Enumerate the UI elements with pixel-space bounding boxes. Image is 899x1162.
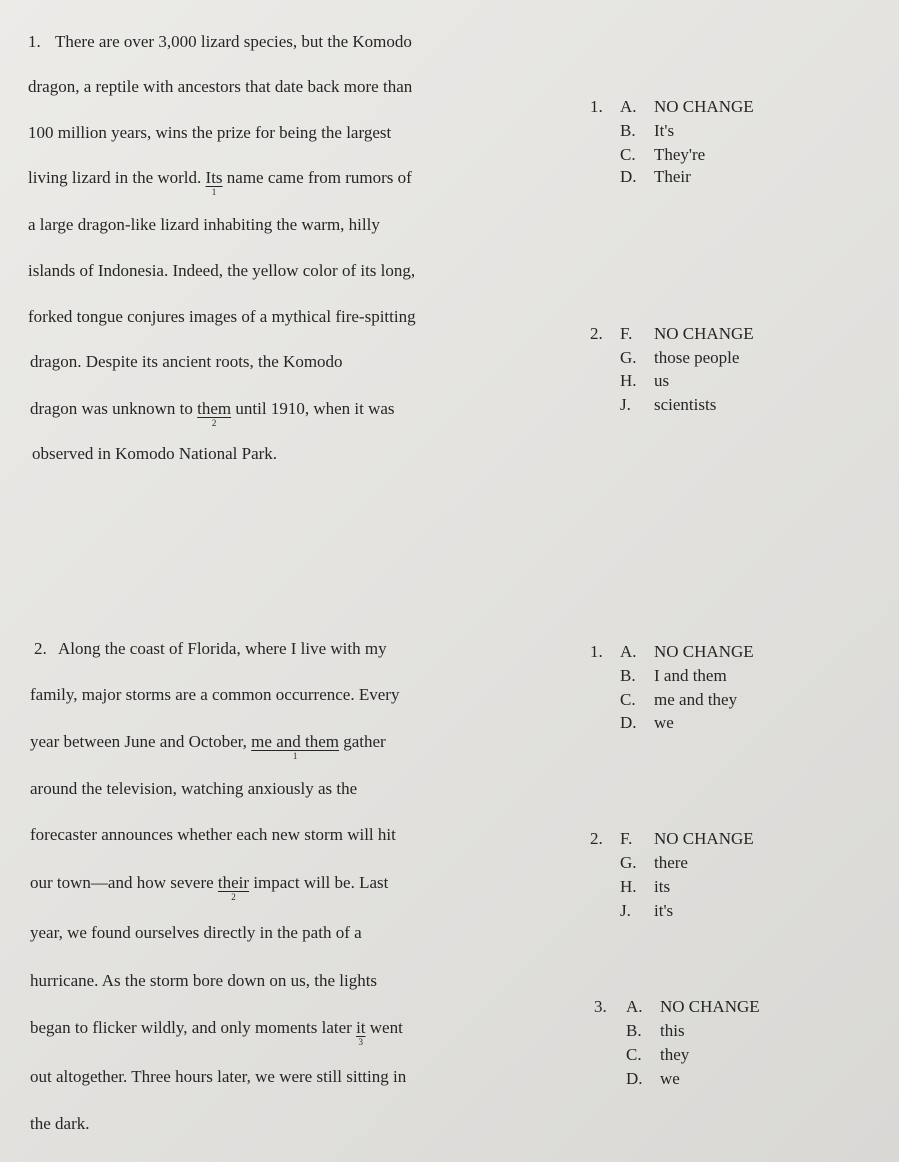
p1-question-1-number: 1.	[590, 97, 603, 116]
p2-q3-option-a[interactable]: A. NO CHANGE	[626, 997, 760, 1016]
question-marker-1: 1	[211, 187, 217, 197]
underlined-phrase-2: their 2	[217, 873, 250, 902]
p2-q2-option-j[interactable]: J. it's	[620, 901, 674, 920]
p1-q1-option-b[interactable]: B. It's	[620, 121, 675, 140]
p2-q2-option-f[interactable]: F. NO CHANGE	[620, 829, 754, 848]
passage1-line-8: dragon. Despite its ancient roots, the Komodo	[30, 352, 343, 371]
p2-q3-option-d[interactable]: D. we	[626, 1069, 680, 1088]
passage1-line-2: dragon, a reptile with ancestors that date back more than	[28, 77, 413, 96]
passage1-line-7: forked tongue conjures images of a mythical fire-spitting	[28, 307, 416, 326]
underlined-phrase-1: me and them 1	[251, 732, 339, 761]
question-marker-3: 3	[358, 1037, 364, 1047]
text-segment: year between June and October,	[30, 732, 252, 751]
p2-q1-option-d[interactable]: D. we	[620, 713, 674, 732]
question-marker-2: 2	[231, 892, 236, 902]
passage2-line-7: year, we found ourselves directly in the path of a	[30, 923, 362, 942]
text-segment: dragon was unknown to	[30, 399, 198, 418]
passage2-line-10: out altogether. Three hours later, we were still sitting in	[30, 1067, 407, 1086]
passage1-line-10: observed in Komodo National Park.	[32, 444, 278, 463]
text-segment: name came from rumors of	[222, 168, 412, 187]
p2-question-1-number: 1.	[590, 642, 603, 661]
text-segment: went	[365, 1018, 403, 1037]
passage1-line-9	[30, 398, 395, 428]
passage1-number: 1.	[28, 32, 41, 51]
passage2-line-6	[30, 872, 389, 902]
passage1-line-4	[28, 167, 412, 197]
p2-q1-option-b[interactable]: B. I and them	[620, 666, 727, 685]
text-segment: living lizard in the world.	[28, 168, 206, 187]
p1-q1-option-d[interactable]: D. Their	[620, 167, 691, 186]
p2-question-3-number: 3.	[594, 997, 607, 1016]
text-segment: impact will be. Last	[249, 873, 389, 892]
underlined-phrase-3: it 3	[356, 1018, 366, 1047]
p2-q2-option-h[interactable]: H. its	[620, 877, 671, 896]
underlined-phrase-1: Its 1	[205, 168, 223, 197]
p2-q2-option-g[interactable]: G. there	[620, 853, 688, 872]
question-marker-2: 2	[211, 418, 217, 428]
passage2-number: 2.	[34, 639, 47, 658]
p2-q1-option-c[interactable]: C. me and they	[620, 690, 738, 709]
p1-q2-option-f[interactable]: F. NO CHANGE	[620, 324, 754, 343]
p1-q1-option-a[interactable]: A. NO CHANGE	[620, 97, 754, 116]
passage2-line-11: the dark.	[30, 1114, 90, 1133]
p1-q2-option-h[interactable]: H. us	[620, 371, 670, 390]
underlined-phrase-2: them 2	[197, 399, 232, 428]
p1-q2-option-g[interactable]: G. those people	[620, 348, 740, 367]
passage2-line-5: forecaster announces whether each new storm will hit	[30, 825, 396, 844]
question-marker-1: 1	[292, 751, 298, 761]
passage1-line-6: islands of Indonesia. Indeed, the yellow color of its long,	[28, 261, 416, 280]
passage2-line-2: family, major storms are a common occurrence. Every	[30, 685, 400, 704]
passage1-line-3: 100 million years, wins the prize for being the largest	[28, 123, 392, 142]
p2-question-2-number: 2.	[590, 829, 603, 848]
p2-q3-option-b[interactable]: B. this	[626, 1021, 685, 1040]
p1-q2-option-j[interactable]: J. scientists	[620, 395, 717, 414]
passage2-line-3	[30, 731, 386, 761]
p2-q1-option-a[interactable]: A. NO CHANGE	[620, 642, 754, 661]
passage2-line-1: Along the coast of Florida, where I live with my	[58, 639, 387, 658]
text-segment: until 1910, when it was	[231, 399, 395, 418]
text-segment: began to flicker wildly, and only moments later	[30, 1018, 357, 1037]
p1-q1-option-c[interactable]: C. They're	[620, 145, 706, 164]
passage2-line-8: hurricane. As the storm bore down on us, the lights	[30, 971, 378, 990]
passage1-line-5: a large dragon-like lizard inhabiting the warm, hilly	[28, 215, 380, 234]
passage1-line-1: There are over 3,000 lizard species, but the Komodo	[55, 32, 412, 51]
p2-q3-option-c[interactable]: C. they	[626, 1045, 690, 1064]
text-segment: our town—and how severe	[30, 873, 218, 892]
text-segment: gather	[338, 732, 386, 751]
passage2-line-4: around the television, watching anxiously as the	[30, 779, 358, 798]
p1-question-2-number: 2.	[590, 324, 603, 343]
passage2-line-9	[30, 1017, 403, 1047]
